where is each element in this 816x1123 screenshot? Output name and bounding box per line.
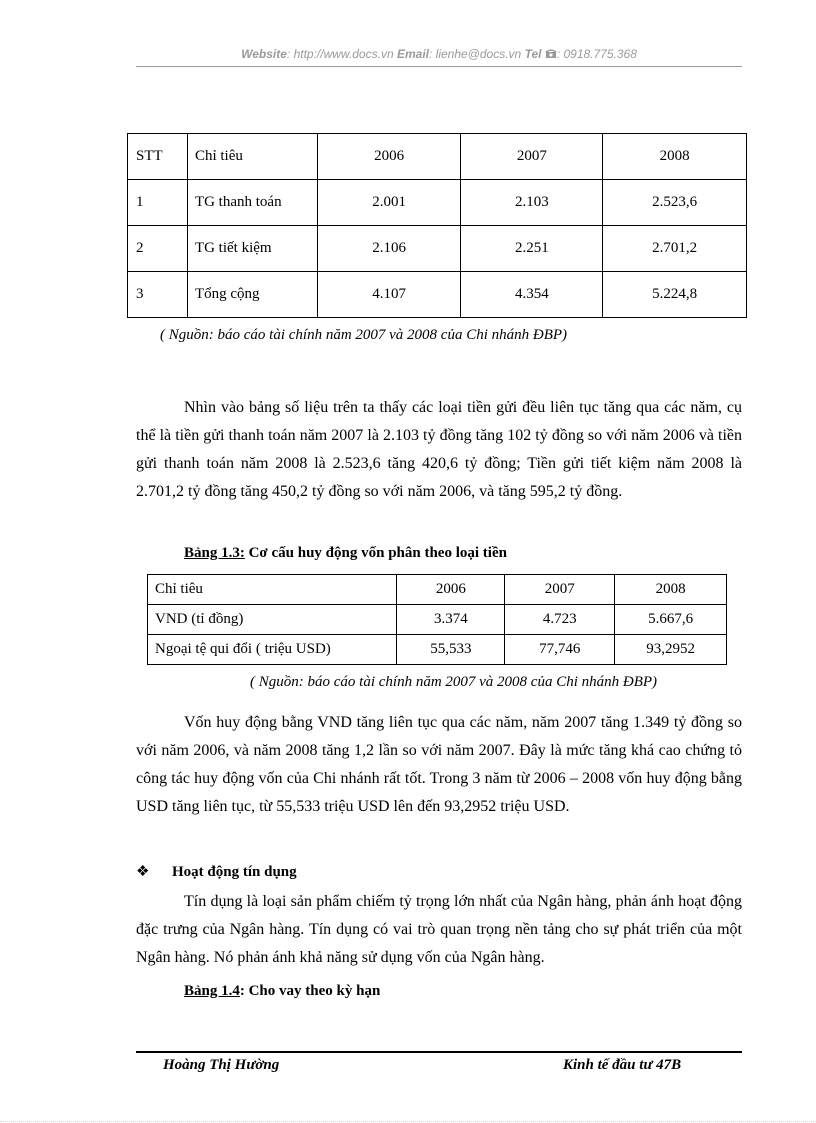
table-header-cell: 2008: [615, 575, 727, 605]
paragraph-credit: Tín dụng là loại sản phẩm chiếm tỷ trọng lớn nhất của Ngân hàng, phản ánh hoạt động đặc trưng của Ngân hàng. Tín dụng có vai trò quan trọng nền tảng cho sự phát triển của một Ngân hàng. Nó phản ánh khả năng sử dụng vốn của Ngân hàng.: [136, 893, 742, 966]
section-heading: [136, 862, 297, 881]
table-header-cell: Chỉ tiêu: [187, 134, 317, 180]
table-cell: 4.107: [317, 272, 461, 318]
table-row: [148, 605, 727, 635]
table-cell: 2.001: [317, 180, 461, 226]
table-cell: 3: [128, 272, 188, 318]
email-label: Email: [396, 47, 429, 61]
website-value: : http://www.docs.vn: [286, 47, 394, 61]
table-cell: 3.374: [397, 605, 505, 635]
table-header-cell: Chỉ tiêu: [148, 575, 397, 605]
table14-caption: [184, 983, 380, 1000]
table-row: [128, 226, 747, 272]
table-cell: Tổng cộng: [187, 272, 317, 318]
table13-caption: [184, 545, 507, 562]
page-bottom-border: [0, 1121, 816, 1122]
table-header-cell: STT: [128, 134, 188, 180]
table-cell: 2: [128, 226, 188, 272]
paragraph-capital: Vốn huy động bằng VND tăng liên tục qua các năm, năm 2007 tăng 1.349 tỷ đồng so với năm 2006, và năm 2008 tăng 1,2 lần so với năm 2007. Đây là mức tăng khá cao chứng tỏ công tác huy động vốn của Chi nhánh rất tốt. Trong 3 năm từ 2006 – 2008 vốn huy động bằng USD tăng liên tục, từ 55,533 triệu USD lên đến 93,2952 triệu USD.: [136, 714, 742, 815]
table2-source: ( Nguồn: báo cáo tài chính năm 2007 và 2008 của Chi nhánh ĐBP): [250, 674, 658, 690]
table-cell: Ngoại tệ qui đổi ( triệu USD): [148, 635, 397, 665]
phone-icon: [545, 47, 557, 61]
table-cell: 77,746: [505, 635, 615, 665]
table-cell: 2.103: [461, 180, 603, 226]
tel-label: Tel: [524, 47, 542, 61]
table-row: [148, 635, 727, 665]
caption-label: Bảng 1.3:: [184, 545, 245, 561]
deposit-table: [127, 133, 747, 318]
table-header-cell: 2006: [397, 575, 505, 605]
table-header-cell: 2006: [317, 134, 461, 180]
table-cell: VND (tỉ đồng): [148, 605, 397, 635]
table-header-cell: 2008: [603, 134, 747, 180]
table-header-cell: 2007: [461, 134, 603, 180]
table-cell: 2.251: [461, 226, 603, 272]
table-cell: 93,2952: [615, 635, 727, 665]
table-cell: 1: [128, 180, 188, 226]
heading-text: Hoạt động tín dụng: [172, 864, 297, 880]
footer-divider: [136, 1051, 742, 1053]
table-header-row: [128, 134, 747, 180]
header-divider: [136, 66, 742, 67]
caption-text: Cơ cấu huy động vốn phân theo loại tiền: [244, 545, 507, 561]
table-header-row: [148, 575, 727, 605]
table-cell: 55,533: [397, 635, 505, 665]
email-value: : lienhe@docs.vn: [428, 47, 522, 61]
table-cell: 4.354: [461, 272, 603, 318]
table-cell: TG tiết kiệm: [187, 226, 317, 272]
table-cell: 5.224,8: [603, 272, 747, 318]
website-label: Website: [241, 47, 287, 61]
caption-text: : Cho vay theo kỳ hạn: [239, 983, 381, 999]
table-cell: 5.667,6: [615, 605, 727, 635]
tel-value: : 0918.775.368: [556, 47, 637, 61]
diamond-bullet-icon: ❖: [136, 864, 150, 880]
page-header: [136, 47, 742, 61]
table1-source: ( Nguồn: báo cáo tài chính năm 2007 và 2008 của Chi nhánh ĐBP): [160, 327, 568, 343]
table-cell: 2.106: [317, 226, 461, 272]
currency-table: [147, 574, 727, 665]
table-row: [128, 272, 747, 318]
table-row: [128, 180, 747, 226]
table-cell: 4.723: [505, 605, 615, 635]
footer-author: Hoàng Thị Hường: [163, 1057, 280, 1073]
table-header-cell: 2007: [505, 575, 615, 605]
caption-label: Bảng 1.4: [184, 983, 240, 999]
table-cell: 2.701,2: [603, 226, 747, 272]
table-cell: 2.523,6: [603, 180, 747, 226]
table-cell: TG thanh toán: [187, 180, 317, 226]
paragraph-deposits: Nhìn vào bảng số liệu trên ta thấy các loại tiền gửi đều liên tục tăng qua các năm, cụ thể là tiền gửi thanh toán năm 2007 là 2.103 tỷ đồng tăng 102 tỷ đồng so với năm 2006 và tiền gửi thanh toán năm 2008 là 2.523,6 tăng 420,6 tỷ đồng; Tiền gửi tiết kiệm năm 2008 là 2.701,2 tỷ đồng tăng 450,2 tỷ đồng so với năm 2006, và tăng 595,2 tỷ đồng.: [136, 399, 742, 500]
footer-class: Kinh tế đầu tư 47B: [563, 1057, 682, 1073]
